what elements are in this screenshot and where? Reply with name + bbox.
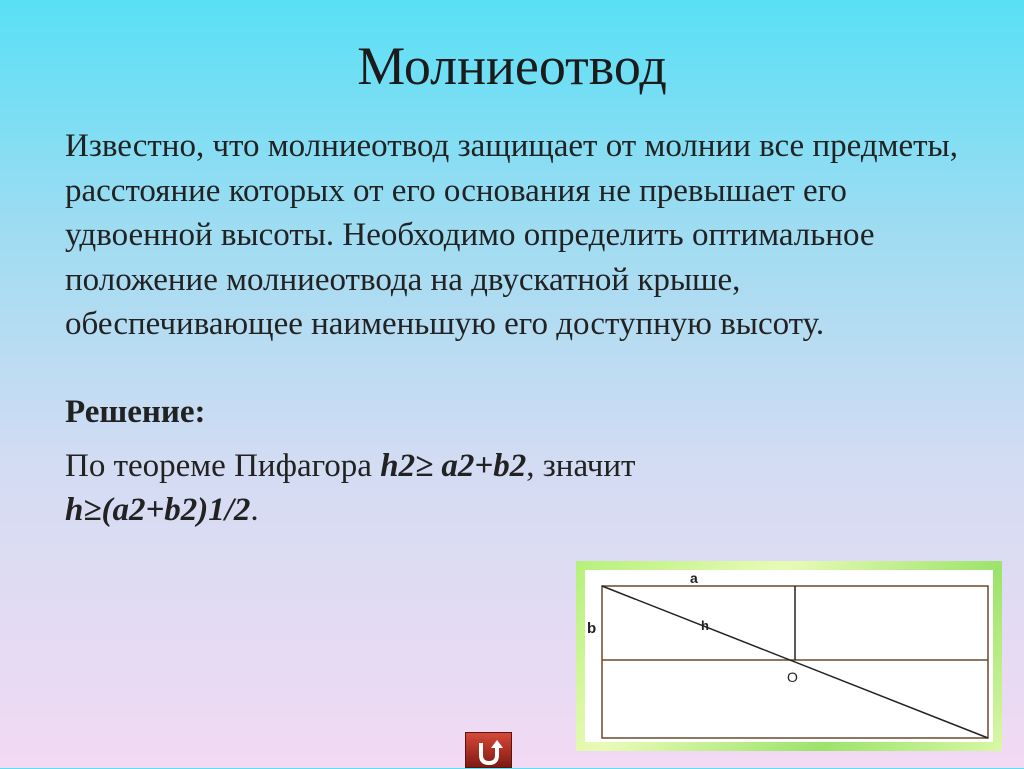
problem-text: Известно, что молниеотвод защищает от молнии все предметы, расстояние которых от его основания не превышает его удвоенной высоты. Необходимо определить оптимальное положение молниеотвода на двускатной крыше, обеспечивающее наименьшую его доступную высоту. [65, 128, 958, 342]
slide-title: Молниеотвод [357, 36, 667, 96]
label-h: h [701, 618, 709, 633]
label-o: O [787, 669, 798, 685]
formula-expr-1: h2≥ a2+b2 [380, 448, 527, 484]
return-button[interactable] [465, 732, 512, 768]
formula-end: . [250, 492, 259, 528]
formula-text [65, 444, 965, 532]
roof-diagram-frame [576, 561, 1002, 751]
roof-diagram [585, 570, 993, 742]
formula-middle: , значит [526, 448, 636, 484]
formula-expr-2: h≥(a2+b2)1/2 [65, 492, 251, 528]
label-b: b [587, 620, 597, 637]
formula-intro: По теореме Пифагора [65, 448, 381, 484]
return-arrow-icon [466, 733, 513, 769]
label-a: a [690, 570, 698, 586]
solution-heading: Решение: [65, 394, 206, 430]
